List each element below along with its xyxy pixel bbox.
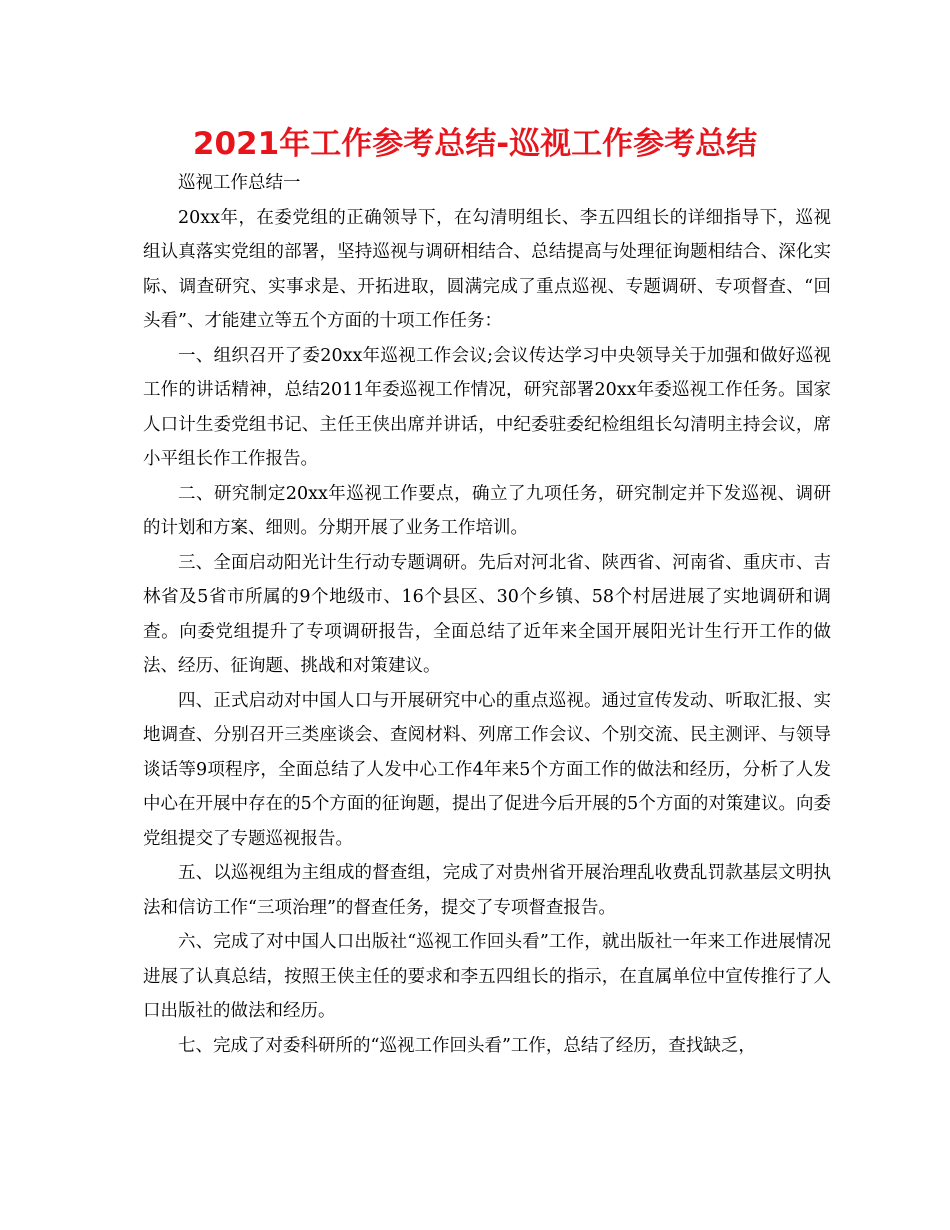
document-body	[143, 166, 831, 1063]
body-paragraph-item-6: 六、完成了对中国人口出版社“巡视工作回头看”工作，就出版社一年来工作进展情况进展了认真总结，按照王侠主任的要求和李五四组长的指示，在直属单位中宣传推行了人口出版社的做法和经历。	[143, 932, 831, 1021]
body-paragraph-item-1: 一、组织召开了委20xx年巡视工作会议;会议传达学习中央领导关于加强和做好巡视工作的讲话精神，总结2011年委巡视工作情况，研究部署20xx年委巡视工作任务。国家人口计生委党组书记、主任王侠出席并讲话，中纪委驻委纪检组组长勾清明主持会议，席小平组长作工作报告。	[143, 345, 831, 469]
body-paragraph-item-3: 三、全面启动阳光计生行动专题调研。先后对河北省、陕西省、河南省、重庆市、吉林省及5省市所属的9个地级市、16个县区、30个乡镇、58个村居进展了实地调研和调查。向委党组提升了专项调研报告，全面总结了近年来全国开展阳光计生行开工作的做法、经历、征询题、挑战和对策建议。	[143, 552, 831, 676]
section-heading: 巡视工作总结一	[178, 173, 301, 193]
body-paragraph-item-5: 五、以巡视组为主组成的督查组，完成了对贵州省开展治理乱收费乱罚款基层文明执法和信访工作“三项治理”的督查任务，提交了专项督查报告。	[143, 863, 831, 918]
body-paragraph-intro: 20xx年，在委党组的正确领导下，在勾清明组长、李五四组长的详细指导下，巡视组认真落实党组的部署，坚持巡视与调研相结合、总结提高与处理征询题相结合、深化实际、调查研究、实事求是、开拓进取，圆满完成了重点巡视、专题调研、专项督查、“回头看”、才能建立等五个方面的十项工作任务：	[143, 207, 831, 331]
body-paragraph-item-4: 四、正式启动对中国人口与开展研究中心的重点巡视。通过宣传发动、听取汇报、实地调查、分别召开三类座谈会、查阅材料、列席工作会议、个别交流、民主测评、与领导谈话等9项程序，全面总结了人发中心工作4年来5个方面工作的做法和经历，分析了人发中心在开展中存在的5个方面的征询题，提出了促进今后开展的5个方面的对策建议。向委党组提交了专题巡视报告。	[143, 690, 831, 849]
body-paragraph-item-2: 二、研究制定20xx年巡视工作要点，确立了九项任务，研究制定并下发巡视、调研的计划和方案、细则。分期开展了业务工作培训。	[143, 483, 831, 538]
document-title: 2021年工作参考总结-巡视工作参考总结	[192, 126, 758, 162]
body-paragraph-item-7: 七、完成了对委科研所的“巡视工作回头看”工作，总结了经历，查找缺乏，	[178, 1035, 756, 1056]
